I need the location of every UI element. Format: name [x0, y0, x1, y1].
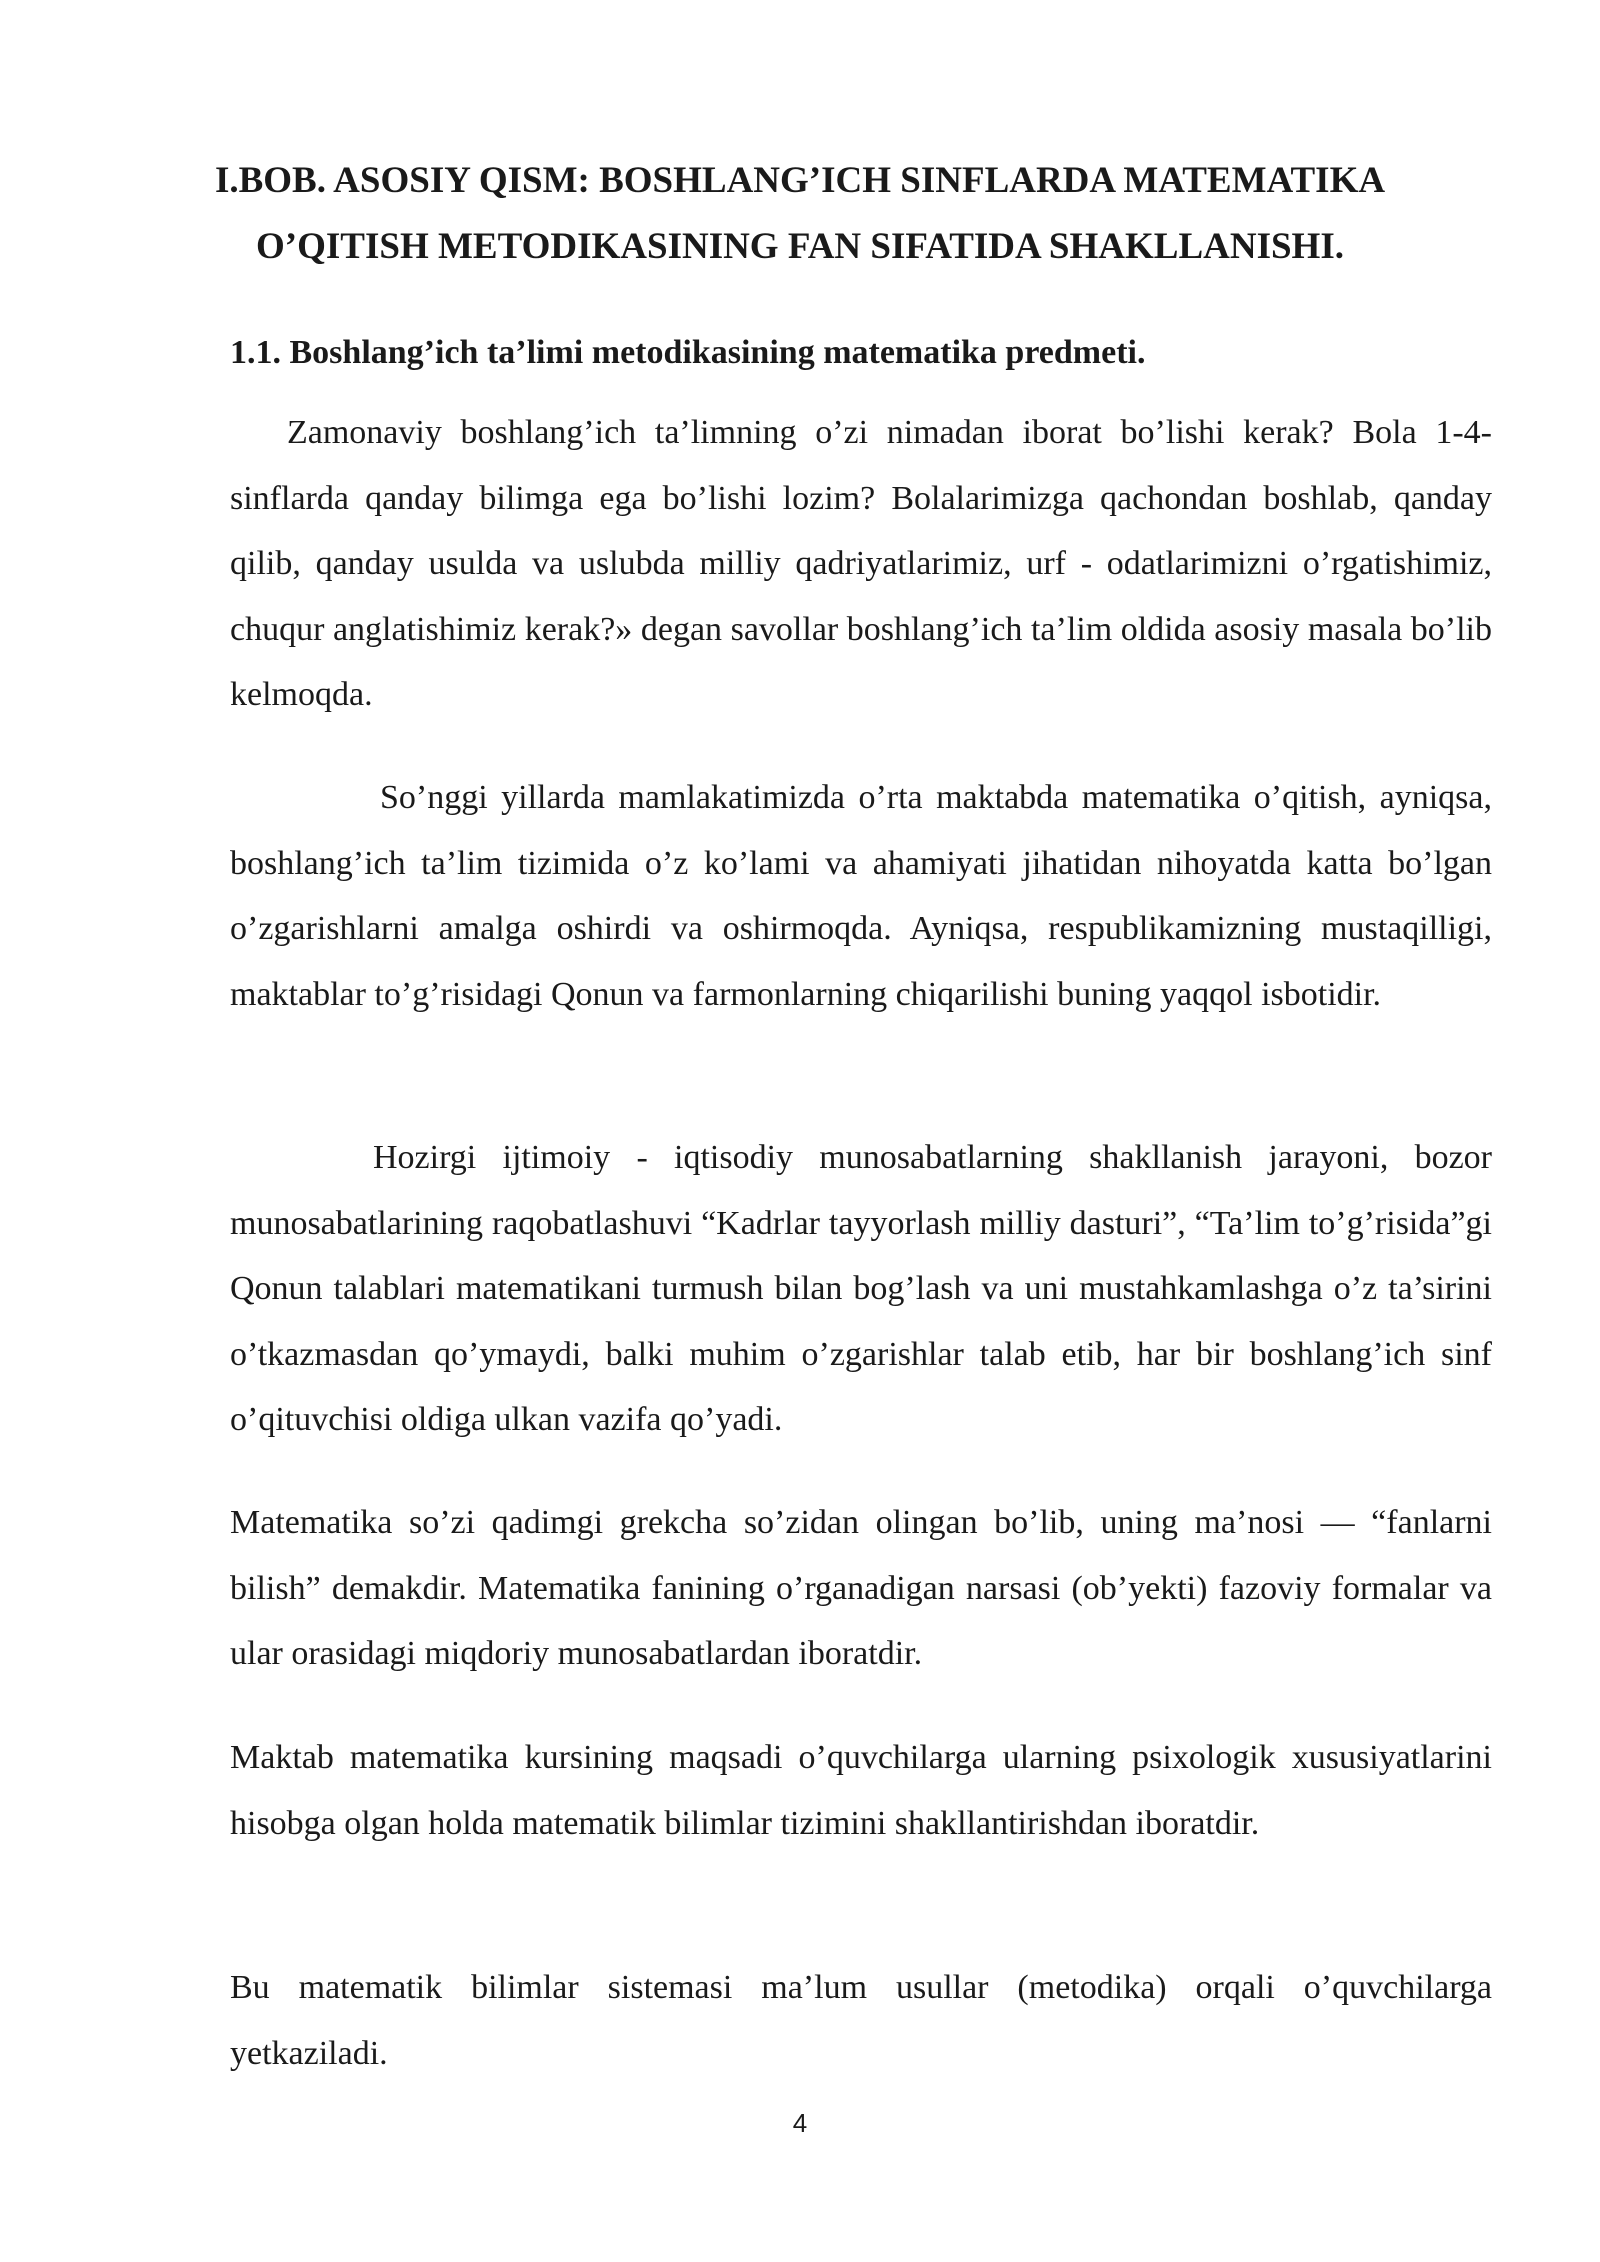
paragraph-1: Zamonaviy boshlang’ich ta’limning o’zi nimadan iborat bo’lishi kerak? Bola 1-4-sinflarda qanday bilimga ega bo’lishi lozim? Bolalarimizga qachondan boshlab, qanday qilib, qanday usulda va uslubda milliy qadriyatlarimiz, urf - odatlarimizni o’rgatishimiz, chuqur anglatishimiz kerak?» degan savollar boshlang’ich ta’lim oldida asosiy masala bo’lib kelmoqda.: [230, 414, 1492, 713]
chapter-title: I.BOB. ASOSIY QISM: BOSHLANG’ICH SINFLARDA MATEMATIKA O’QITISH METODIKASINING FAN SIFATIDA SHAKLLANISHI.: [214, 160, 1386, 267]
paragraph-3: Hozirgi ijtimoiy - iqtisodiy munosabatlarning shakllanish jarayoni, bozor munosabatlarining raqobatlashuvi “Kadrlar tayyorlash milliy dasturi”, “Ta’lim to’g’risida”gi Qonun talablari matematikani turmush bilan bog’lash va uni mustahkamlashga o’z ta’sirini o’tkazmasdan qo’ymaydi, balki muhim o’zgarishlar talab etib, har bir boshlang’ich sinf o’qituvchisi oldiga ulkan vazifa qo’yadi.: [230, 1139, 1492, 1438]
page-number: 4: [792, 2108, 808, 2138]
paragraph-5: Maktab matematika kursining maqsadi o’quvchilarga ularning psixologik xususiyatlarini hisobga olgan holda matematik bilimlar tizimini shakllantirishdan iboratdir.: [230, 1739, 1492, 1842]
paragraph-4: Matematika so’zi qadimgi grekcha so’zidan olingan bo’lib, uning ma’nosi — “fanlarni bilish” demakdir. Matematika fanining o’rganadigan narsasi (ob’yekti) fazoviy formalar va ular orasidagi miqdoriy munosabatlardan iboratdir.: [230, 1504, 1492, 1672]
section-title: 1.1. Boshlang’ich ta’limi metodikasining matematika predmeti.: [230, 334, 1146, 371]
paragraph-6: Bu matematik bilimlar sistemasi ma’lum usullar (metodika) orqali o’quvchilarga yetkaziladi.: [230, 1969, 1492, 2072]
paragraph-2: So’nggi yillarda mamlakatimizda o’rta maktabda matematika o’qitish, ayniqsa, boshlang’ich ta’lim tizimida o’z ko’lami va ahamiyati jihatidan nihoyatda katta bo’lgan o’zgarishlarni amalga oshirdi va oshirmoqda. Ayniqsa, respublikamizning mustaqilligi, maktablar to’g’risidagi Qonun va farmonlarning chiqarilishi buning yaqqol isbotidir.: [230, 779, 1492, 1013]
